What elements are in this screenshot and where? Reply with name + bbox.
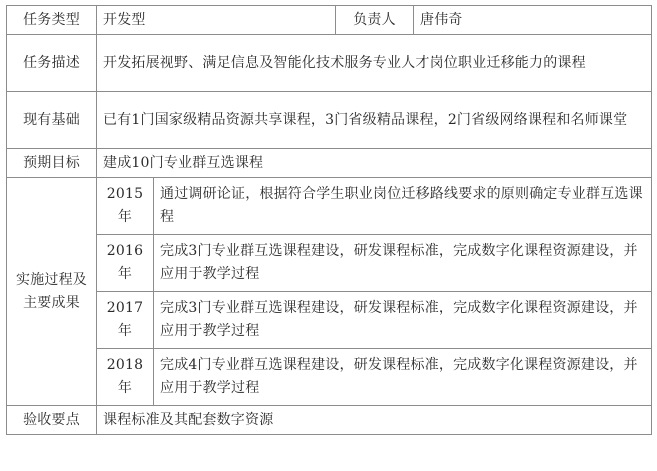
process-year: 2018 年 <box>97 349 154 406</box>
row-process-2018 <box>7 349 652 406</box>
description-label: 任务描述 <box>7 35 97 92</box>
goal-value: 建成10门专业群互选课程 <box>97 149 652 178</box>
row-process-2016 <box>7 235 652 292</box>
goal-label: 预期目标 <box>7 149 97 178</box>
task-table-container <box>6 5 651 465</box>
task-type-value: 开发型 <box>97 6 336 35</box>
process-text: 完成3门专业群互选课程建设，研发课程标准，完成数字化课程资源建设，并应用于教学过程 <box>154 235 652 292</box>
process-text: 通过调研论证，根据符合学生职业岗位迁移路线要求的原则确定专业群互选课程 <box>154 178 652 235</box>
task-table <box>6 5 652 435</box>
acceptance-value: 课程标准及其配套数字资源 <box>97 406 652 435</box>
process-text: 完成3门专业群互选课程建设，研发课程标准，完成数字化课程资源建设，并应用于教学过程 <box>154 292 652 349</box>
owner-label: 负责人 <box>336 6 414 35</box>
row-foundation <box>7 92 652 149</box>
row-process-2017 <box>7 292 652 349</box>
description-value: 开发拓展视野、满足信息及智能化技术服务专业人才岗位职业迁移能力的课程 <box>97 35 652 92</box>
task-type-label: 任务类型 <box>7 6 97 35</box>
process-label: 实施过程及主要成果 <box>7 178 97 406</box>
row-goal <box>7 149 652 178</box>
foundation-label: 现有基础 <box>7 92 97 149</box>
row-task-type <box>7 6 652 35</box>
process-year: 2017 年 <box>97 292 154 349</box>
process-text: 完成4门专业群互选课程建设，研发课程标准，完成数字化课程资源建设，并应用于教学过程 <box>154 349 652 406</box>
foundation-value: 已有1门国家级精品资源共享课程，3门省级精品课程，2门省级网络课程和名师课堂 <box>97 92 652 149</box>
acceptance-label: 验收要点 <box>7 406 97 435</box>
process-year: 2015 年 <box>97 178 154 235</box>
row-process-2015 <box>7 178 652 235</box>
process-year: 2016 年 <box>97 235 154 292</box>
row-description <box>7 35 652 92</box>
owner-value: 唐伟奇 <box>414 6 652 35</box>
row-acceptance <box>7 406 652 435</box>
